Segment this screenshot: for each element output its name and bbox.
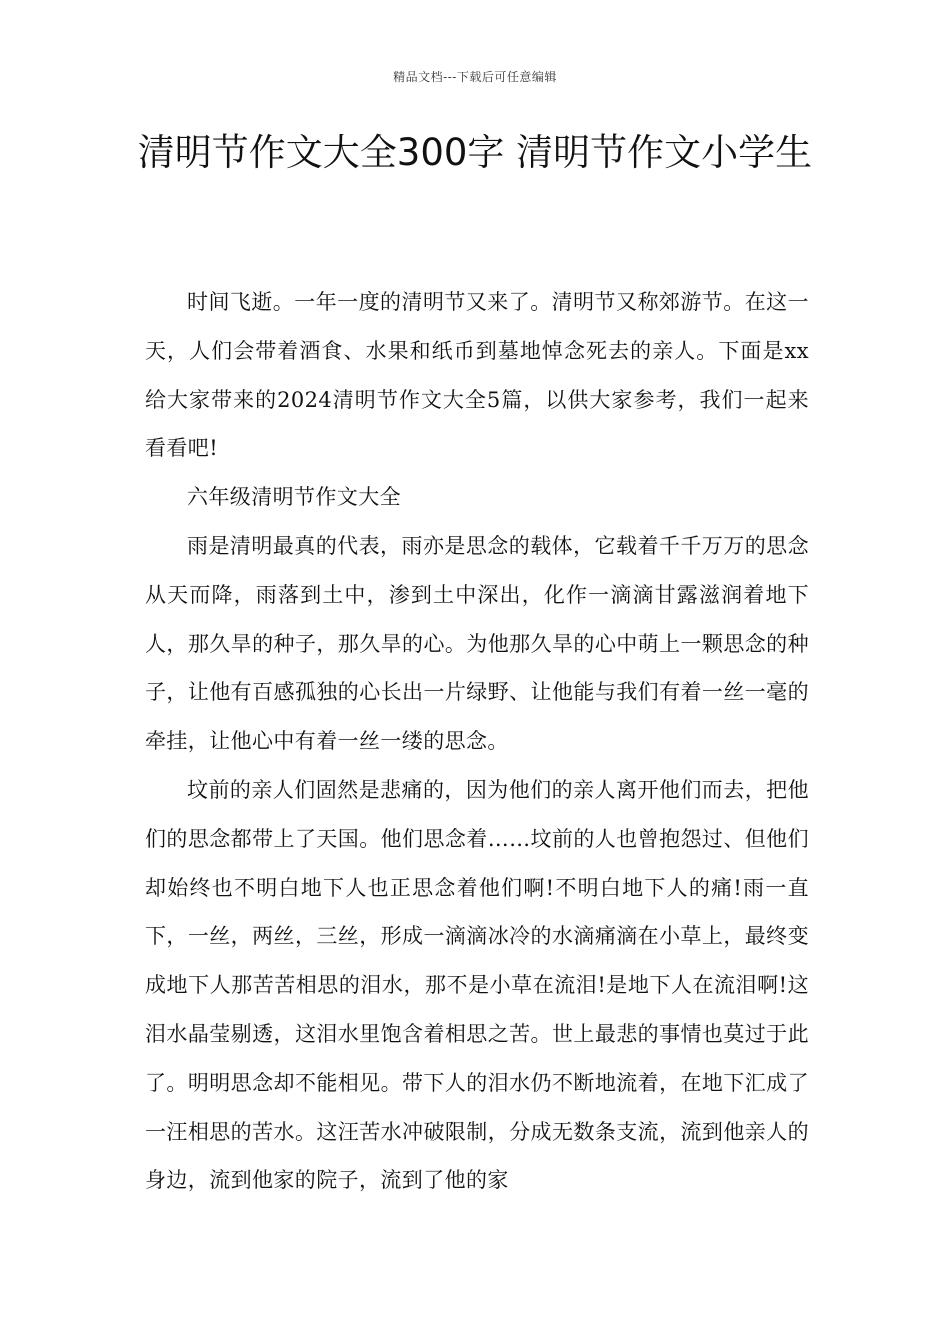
paragraph-intro: 时间飞逝。一年一度的清明节又来了。清明节又称郊游节。在这一天，人们会带着酒食、水果和纸币到墓地悼念死去的亲人。下面是xx给大家带来的2024清明节作文大全5篇，以供大家参考，我们一起来看看吧! <box>145 290 809 461</box>
paragraph-rain: 雨是清明最真的代表，雨亦是思念的载体，它载着千千万万的思念从天而降，雨落到土中，渗到土中深出，化作一滴滴甘露滋润着地下人，那久旱的种子，那久旱的心。为他那久旱的心中萌上一颗思念的种子，让他有百感孤独的心长出一片绿野、让他能与我们有着一丝一毫的牵挂，让他心中有着一丝一缕的思念。 <box>145 533 809 754</box>
paragraph-grave: 坟前的亲人们固然是悲痛的，因为他们的亲人离开他们而去，把他们的思念都带上了天国。他们思念着……坟前的人也曾抱怨过、但他们却始终也不明白地下人也正思念着他们啊!不明白地下人的痛!雨一直下，一丝，两丝，三丝，形成一滴滴冰冷的水滴痛滴在小草上，最终变成地下人那苦苦相思的泪水，那不是小草在流泪!是地下人在流泪啊!这泪水晶莹剔透，这泪水里饱含着相思之苦。世上最悲的事情也莫过于此了。明明思念却不能相见。带下人的泪水仍不断地流着，在地下汇成了一汪相思的苦水。这汪苦水冲破限制，分成无数条支流，流到他亲人的身边，流到他家的院子，流到了他的家 <box>145 777 809 1193</box>
document-title: 清明节作文大全300字 清明节作文小学生 <box>137 131 813 174</box>
header-note: 精品文档---下载后可任意编辑 <box>393 70 557 84</box>
section-heading: 六年级清明节作文大全 <box>187 485 401 510</box>
document-body <box>145 278 809 1205</box>
